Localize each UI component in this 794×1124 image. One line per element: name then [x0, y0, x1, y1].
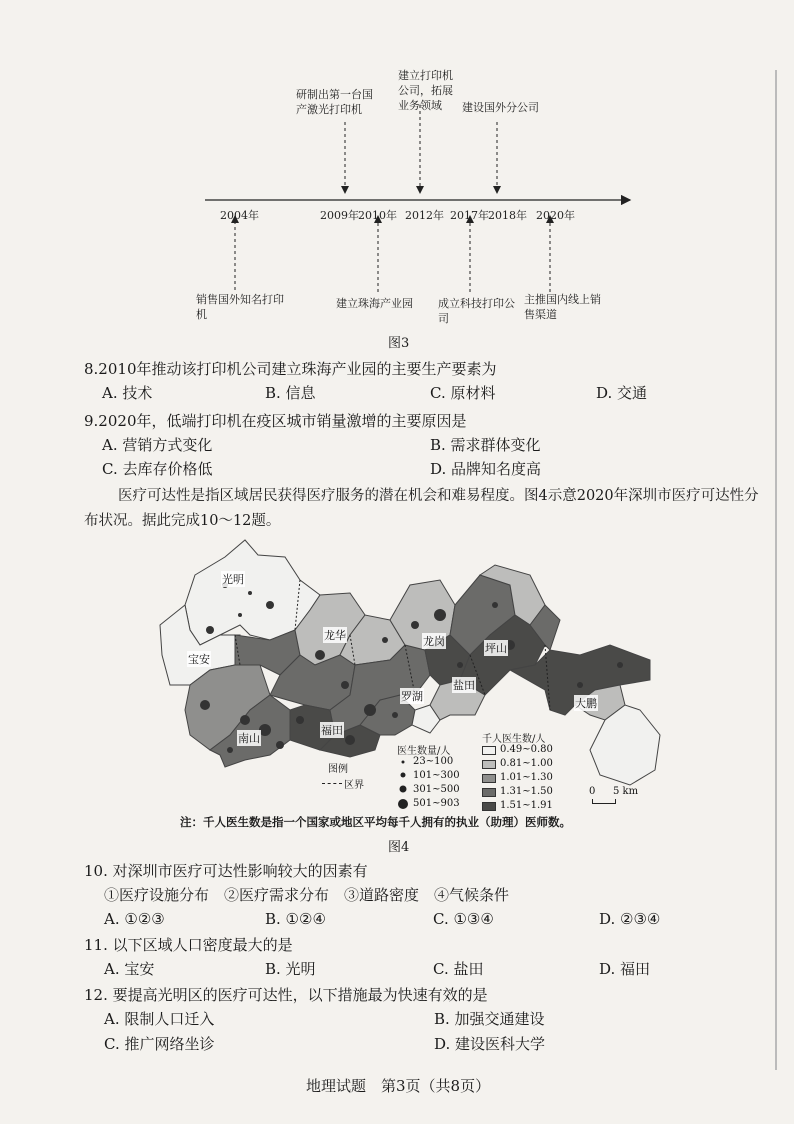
per-thousand-class: 1.31~1.50 — [500, 786, 553, 797]
q9-option-b: B. 需求群体变化 — [430, 436, 541, 454]
q12-option-a: A. 限制人口迁入 — [104, 1010, 215, 1028]
district-label: 大鹏 — [575, 697, 597, 710]
district-label: 坪山 — [485, 642, 507, 655]
q10-option-d: D. ②③④ — [599, 910, 661, 928]
scale-label: 5 km — [613, 786, 639, 797]
district-label: 光明 — [222, 573, 244, 586]
district-label: 福田 — [321, 724, 343, 737]
district-label: 宝安 — [188, 653, 210, 666]
figure-4-caption: 图4 — [388, 840, 410, 855]
year-label: 2004年 — [220, 209, 259, 222]
boundary-legend-line — [322, 783, 342, 784]
page-footer: 地理试题 第3页（共8页） — [306, 1077, 491, 1095]
doctor-count-class: 101~300 — [413, 770, 460, 781]
q10-items: ①医疗设施分布 ②医疗需求分布 ③道路密度 ④气候条件 — [104, 886, 510, 904]
q8-option-b: B. 信息 — [265, 384, 316, 402]
q8-option-a: A. 技术 — [102, 384, 153, 402]
doctor-count-class: 501~903 — [413, 798, 460, 809]
question-12-stem: 12. 要提高光明区的医疗可达性，以下措施最为快速有效的是 — [84, 986, 488, 1004]
year-label: 2017年 — [450, 209, 489, 222]
per-thousand-class: 1.51~1.91 — [500, 800, 553, 811]
per-thousand-swatch — [482, 774, 496, 783]
q11-option-d: D. 福田 — [599, 960, 651, 978]
event-2010: 建立珠海产业园 — [336, 297, 413, 310]
map-note: 注：千人医生数是指一个国家或地区平均每千人拥有的执业（助理）医师数。 — [180, 815, 571, 829]
q9-option-c: C. 去库存价格低 — [102, 460, 213, 478]
per-thousand-swatch — [482, 788, 496, 797]
q11-option-b: B. 光明 — [265, 960, 316, 978]
question-10-stem: 10. 对深圳市医疗可达性影响较大的因素有 — [84, 862, 368, 880]
event-2017: 成立科技打印公司 — [438, 297, 515, 325]
q10-option-a: A. ①②③ — [104, 910, 165, 928]
per-thousand-swatch — [482, 760, 496, 769]
per-thousand-class: 1.01~1.30 — [500, 772, 553, 783]
q8-option-d: D. 交通 — [596, 384, 648, 402]
event-2020: 主推国内线上销售渠道 — [524, 293, 601, 321]
year-label: 2009年 — [320, 209, 359, 222]
q10-option-b: B. ①②④ — [265, 910, 326, 928]
year-label: 2020年 — [536, 209, 575, 222]
q12-option-c: C. 推广网络坐诊 — [104, 1035, 215, 1053]
doctor-count-title: 医生数量/人 — [397, 746, 451, 757]
q12-option-b: B. 加强交通建设 — [434, 1010, 545, 1028]
boundary-legend-label: 区界 — [344, 780, 364, 791]
per-thousand-swatch — [482, 802, 496, 811]
figure-3-caption: 图3 — [388, 336, 410, 351]
doctor-count-symbols — [395, 755, 411, 811]
year-label: 2010年 — [358, 209, 397, 222]
legend-title: 图例 — [328, 764, 348, 775]
per-thousand-swatch — [482, 746, 496, 755]
question-11-stem: 11. 以下区域人口密度最大的是 — [84, 936, 293, 954]
passage-text: 医疗可达性是指区域居民获得医疗服务的潜在机会和难易程度。图4示意2020年深圳市医疗可达性分布状况。据此完成10～12题。 — [84, 488, 759, 529]
district-label: 龙华 — [324, 629, 346, 642]
year-label: 2018年 — [488, 209, 527, 222]
per-thousand-class: 0.81~1.00 — [500, 758, 553, 769]
doctor-count-class: 301~500 — [413, 784, 460, 795]
q8-option-c: C. 原材料 — [430, 384, 496, 402]
event-2004: 销售国外知名打印机 — [196, 293, 284, 321]
event-2009: 研制出第一台国产激光打印机 — [296, 88, 373, 116]
question-8-stem: 8.2010年推动该打印机公司建立珠海产业园的主要生产要素为 — [84, 360, 497, 378]
district-label: 龙岗 — [423, 635, 445, 648]
q9-option-a: A. 营销方式变化 — [102, 436, 213, 454]
per-thousand-title: 千人医生数/人 — [482, 734, 546, 745]
doctor-count-class: 23~100 — [413, 756, 454, 767]
district-label: 南山 — [238, 732, 260, 745]
district-label: 盐田 — [453, 679, 475, 692]
q10-option-c: C. ①③④ — [433, 910, 494, 928]
q11-option-a: A. 宝安 — [104, 960, 155, 978]
per-thousand-class: 0.49~0.80 — [500, 744, 553, 755]
scale-bar — [592, 799, 616, 804]
q11-option-c: C. 盐田 — [433, 960, 484, 978]
q9-option-d: D. 品牌知名度高 — [430, 460, 542, 478]
event-2012: 建立打印机公司，拓展业务领域 — [398, 69, 453, 112]
year-label: 2012年 — [405, 209, 444, 222]
district-label: 罗湖 — [401, 690, 423, 703]
page-edge-shadow — [775, 70, 777, 1070]
scale-zero: 0 — [589, 786, 596, 797]
q12-option-d: D. 建设医科大学 — [434, 1035, 546, 1053]
question-9-stem: 9.2020年，低端打印机在疫区城市销量激增的主要原因是 — [84, 412, 467, 430]
event-2018: 建设国外分公司 — [462, 101, 539, 114]
